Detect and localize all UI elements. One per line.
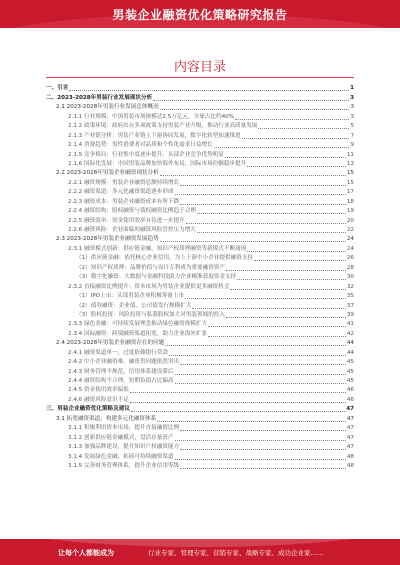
- toc-entry[interactable]: [46, 131, 354, 140]
- toc-entry-label: 一、引言: [46, 85, 69, 92]
- toc-entry-label: 2.4.2 中小企业融资难、融资贵问题依然突出: [68, 359, 180, 366]
- toc-entry[interactable]: [46, 150, 354, 159]
- toc-entry-page: 28: [346, 264, 354, 271]
- toc-leader-dots: [254, 260, 346, 261]
- toc-entry-label: 2.1.1 行业规模：中国男装市场规模达2.5万亿元，全球占比约40%: [68, 113, 234, 120]
- toc-entry-page: 1: [350, 85, 354, 92]
- toc-entry-page: 45: [346, 368, 354, 375]
- toc-leader-dots: [197, 213, 346, 214]
- toc-entry-label: （3）股权投资：风险投资与私募股权加大对男装领域的投入: [76, 311, 225, 318]
- toc-leader-dots: [180, 430, 346, 431]
- toc-entry[interactable]: [46, 433, 354, 442]
- toc-leader-dots: [131, 411, 345, 412]
- toc-entry-page: 3: [350, 113, 354, 120]
- toc-entry[interactable]: [46, 443, 354, 452]
- toc-leader-dots: [175, 383, 346, 384]
- toc-entry-label: 2.1.5 竞争格局：行业集中度逐步提升，头部企业竞争优势明显: [68, 151, 224, 158]
- toc-entry-label: 2.2.2 融资渠道：多元化融资渠道逐步形成: [68, 189, 174, 196]
- toc-leader-dots: [175, 459, 346, 460]
- toc-leader-dots: [165, 345, 346, 346]
- toc-entry-label: 2.3 2023-2028年男装企业融资发展趋势: [56, 236, 159, 243]
- toc-leader-dots: [242, 138, 350, 139]
- toc-entry-page: 17: [346, 189, 354, 196]
- toc-entry[interactable]: [46, 216, 354, 225]
- toc-leader-dots: [208, 336, 346, 337]
- toc-entry[interactable]: [46, 367, 354, 376]
- toc-leader-dots: [160, 109, 350, 110]
- toc-entry[interactable]: [46, 226, 354, 235]
- footer-tags: 行业专家、管理专家、营销专家、战略专家、成功企业家……: [148, 549, 324, 557]
- toc-entry-page: 18: [346, 198, 354, 205]
- toc-entry-page: 46: [346, 396, 354, 403]
- toc-entry[interactable]: [46, 273, 354, 282]
- toc-entry[interactable]: [46, 254, 354, 263]
- toc-entry-label: 2.4 2023-2028年男装企业融资存在的问题: [56, 340, 165, 347]
- toc-entry-label: 2.1.4 消费趋势：男性消费者对品质和个性化需求日益增长: [68, 142, 213, 149]
- toc-entry-label: （2）债券融资：企业债、公司债发行规模扩大: [76, 302, 192, 309]
- toc-entry-label: （1）供应链金融：依托核心企业信用，为上下游中小企业提供融资支持: [76, 255, 253, 262]
- toc-leader-dots: [230, 289, 345, 290]
- table-of-contents: [46, 84, 354, 471]
- toc-entry[interactable]: [46, 122, 354, 131]
- toc-entry-page: 3: [350, 104, 354, 111]
- toc-entry-label: 三、男装企业融资优化策略及建议: [46, 406, 130, 413]
- toc-entry[interactable]: [46, 424, 354, 433]
- toc-entry-page: 47: [346, 406, 354, 413]
- toc-heading: 内容目录: [173, 60, 226, 75]
- toc-leader-dots: [247, 166, 346, 167]
- toc-entry-page: 41: [346, 321, 354, 328]
- toc-entry[interactable]: [46, 112, 354, 121]
- toc-leader-dots: [69, 90, 349, 91]
- toc-leader-dots: [225, 157, 346, 158]
- toc-leader-dots: [160, 175, 346, 176]
- footer-slogan: 让每个人都能成为: [58, 549, 114, 557]
- toc-entry-label: 2.1.2 政策环境：政府出台多项政策支持男装产业升级，推动行业高质量发展: [68, 123, 258, 130]
- toc-leader-dots: [185, 298, 346, 299]
- toc-entry-label: 2.4.1 融资渠道单一，过度依赖银行贷款: [68, 349, 168, 356]
- toc-entry-page: 7: [350, 132, 354, 139]
- toc-entry[interactable]: [46, 235, 354, 244]
- toc-entry[interactable]: [46, 282, 354, 291]
- toc-entry[interactable]: [46, 405, 354, 414]
- toc-entry-page: 45: [346, 378, 354, 384]
- toc-entry-page: 24: [346, 245, 354, 252]
- toc-entry[interactable]: [46, 292, 354, 301]
- toc-entry-label: 2.3.3 绿色金融：可持续发展理念推动绿色融资规模扩大: [68, 321, 208, 328]
- toc-entry-page: 30: [346, 274, 354, 281]
- toc-entry[interactable]: [46, 358, 354, 367]
- toc-entry[interactable]: [46, 311, 354, 320]
- toc-entry-page: 47: [346, 415, 354, 422]
- toc-entry-page: 20: [346, 217, 354, 224]
- toc-entry-label: 2.4.5 资金使用效率偏低: [68, 387, 129, 394]
- toc-entry-label: 3.1.1 积极利用资本市场，提升直接融资比例: [68, 425, 180, 432]
- toc-entry-label: 2.4.6 融资风险意识不足: [68, 396, 129, 403]
- toc-entry-page: 42: [346, 330, 354, 337]
- toc-entry[interactable]: [46, 377, 354, 386]
- toc-leader-dots: [235, 119, 349, 120]
- toc-entry-page: 22: [346, 227, 354, 233]
- toc-entry-page: 45: [346, 359, 354, 366]
- toc-leader-dots: [197, 232, 346, 233]
- toc-entry[interactable]: [46, 462, 354, 471]
- toc-entry-label: 3.1 拓宽融资渠道，构建多元化融资体系: [56, 415, 157, 422]
- toc-entry-label: 二、2023-2028年男装行业发展现状分析: [46, 94, 153, 101]
- toc-entry[interactable]: [46, 160, 354, 169]
- toc-leader-dots: [157, 421, 346, 422]
- toc-entry-page: 13: [346, 160, 354, 167]
- toc-entry[interactable]: [46, 207, 354, 216]
- toc-leader-dots: [169, 355, 346, 356]
- toc-leader-dots: [160, 241, 346, 242]
- toc-entry-label: 3.1.3 加强品牌建设，提升知识产权融资能力: [68, 444, 180, 451]
- toc-entry[interactable]: [46, 93, 354, 102]
- toc-entry-page: 37: [346, 302, 354, 309]
- toc-leader-dots: [237, 279, 346, 280]
- header-banner: [0, 0, 400, 28]
- toc-entry-label: 2.3.1 融资模式创新：供应链金融、知识产权质押融资等新模式不断涌现: [68, 245, 247, 252]
- toc-entry-page: 11: [346, 151, 354, 158]
- toc-leader-dots: [186, 223, 346, 224]
- toc-entry-page: 47: [346, 425, 354, 432]
- toc-entry-label: 3.1.4 发展绿色金融，拓展可持续融资渠道: [68, 453, 174, 460]
- toc-entry-page: 24: [346, 236, 354, 243]
- toc-leader-dots: [175, 374, 346, 375]
- toc-entry-page: 19: [346, 208, 354, 215]
- toc-entry-label: （2）知识产权质押：品牌价值与设计专利成为重要融资资产: [76, 264, 225, 271]
- toc-entry[interactable]: [46, 197, 354, 206]
- toc-entry-page: 26: [346, 255, 354, 262]
- toc-leader-dots: [175, 194, 346, 195]
- toc-leader-dots: [130, 392, 346, 393]
- toc-divider: [46, 77, 354, 78]
- toc-leader-dots: [258, 128, 349, 129]
- footer-wave-decoration: [0, 539, 400, 547]
- toc-entry-label: 2.1.3 产业链分析：男装产业链上下游协同发展，数字化转型加速推进: [68, 132, 241, 139]
- toc-entry[interactable]: [46, 348, 354, 357]
- toc-entry-label: （3）数字化融资：大数据与金融科技助力企业精准获取资金支持: [76, 274, 237, 281]
- toc-entry-label: 2.4.3 财务管理不规范，信用体系建设滞后: [68, 368, 174, 375]
- toc-leader-dots: [192, 308, 345, 309]
- toc-entry-label: 3.1.5 完善财务管理体系，提升企业信用等级: [68, 462, 180, 469]
- toc-entry-label: 2.2.5 融资效率：资金使用效率有待进一步提升: [68, 217, 185, 224]
- toc-entry-page: 15: [346, 179, 354, 186]
- toc-entry[interactable]: [46, 339, 354, 348]
- toc-entry[interactable]: [46, 178, 354, 187]
- toc-entry[interactable]: [46, 84, 354, 93]
- toc-entry-label: 2.1.6 国际化发展：中国男装品牌加快海外布局，国际市场份额稳步提升: [68, 160, 247, 167]
- toc-leader-dots: [226, 270, 346, 271]
- toc-entry-page: 44: [346, 340, 354, 347]
- toc-leader-dots: [180, 364, 346, 365]
- toc-entry[interactable]: [46, 141, 354, 150]
- toc-entry[interactable]: [46, 103, 354, 112]
- toc-leader-dots: [208, 326, 346, 327]
- toc-entry-label: （1）IPO上市：头部男装企业积极筹备上市: [76, 293, 185, 300]
- toc-entry-label: 2.2.1 融资规模：男装企业融资总额持续增长: [68, 179, 180, 186]
- toc-leader-dots: [214, 147, 350, 148]
- toc-entry-page: 32: [346, 283, 354, 290]
- toc-entry-label: 2.2 2023-2028年男装企业融资现状分析: [56, 170, 159, 177]
- toc-entry-page: 35: [346, 293, 354, 300]
- toc-entry-label: 2.2.4 融资结构：股权融资与债权融资比例趋于合理: [68, 208, 196, 215]
- toc-entry-page: 39: [346, 311, 354, 318]
- toc-entry[interactable]: [46, 320, 354, 329]
- toc-entry-page: 5: [350, 123, 354, 130]
- toc-leader-dots: [180, 449, 346, 450]
- toc-leader-dots: [130, 402, 346, 403]
- toc-entry-label: 2.2.3 融资成本：男装企业融资成本有所下降: [68, 198, 180, 205]
- toc-entry[interactable]: [46, 414, 354, 423]
- toc-entry-page: 48: [346, 462, 354, 469]
- toc-entry[interactable]: [46, 329, 354, 338]
- toc-leader-dots: [180, 204, 346, 205]
- toc-entry-page: 9: [350, 142, 354, 149]
- toc-entry-page: 44: [346, 349, 354, 356]
- toc-entry-label: 2.2.6 融资风险：企业面临的融资风险管控压力增大: [68, 227, 196, 233]
- toc-entry-page: 47: [346, 434, 354, 441]
- toc-entry-page: 48: [346, 453, 354, 460]
- toc-entry[interactable]: [46, 244, 354, 253]
- toc-entry-page: 47: [346, 444, 354, 451]
- toc-entry[interactable]: [46, 452, 354, 461]
- toc-leader-dots: [180, 185, 346, 186]
- toc-entry[interactable]: [46, 169, 354, 178]
- toc-entry[interactable]: [46, 386, 354, 395]
- toc-entry-label: 2.4.4 融资结构不合理，短期负债占比偏高: [68, 378, 174, 384]
- toc-leader-dots: [226, 317, 346, 318]
- toc-entry-page: 3: [350, 94, 354, 101]
- footer-banner: [0, 539, 400, 565]
- toc-entry-label: 3.1.2 创新供应链金融模式，盘活存量资产: [68, 434, 174, 441]
- report-title: 男装企业融资优化策略研究报告: [112, 8, 288, 22]
- toc-entry[interactable]: [46, 301, 354, 310]
- toc-entry-label: 2.3.4 国际融资：跨境融资渠道拓宽，助力企业海外扩张: [68, 330, 208, 337]
- toc-leader-dots: [180, 468, 346, 469]
- toc-entry-label: 2.3.2 直接融资比例提升：资本市场为男装企业提供更多融资机会: [68, 283, 230, 290]
- toc-entry[interactable]: [46, 188, 354, 197]
- toc-entry-page: 46: [346, 387, 354, 394]
- toc-leader-dots: [153, 100, 349, 101]
- toc-entry-page: 15: [346, 170, 354, 177]
- toc-leader-dots: [175, 440, 346, 441]
- toc-entry[interactable]: [46, 395, 354, 404]
- toc-entry-label: 2.1 2023-2028年男装行业发展总体概况: [56, 104, 159, 111]
- toc-entry[interactable]: [46, 263, 354, 272]
- toc-leader-dots: [247, 251, 346, 252]
